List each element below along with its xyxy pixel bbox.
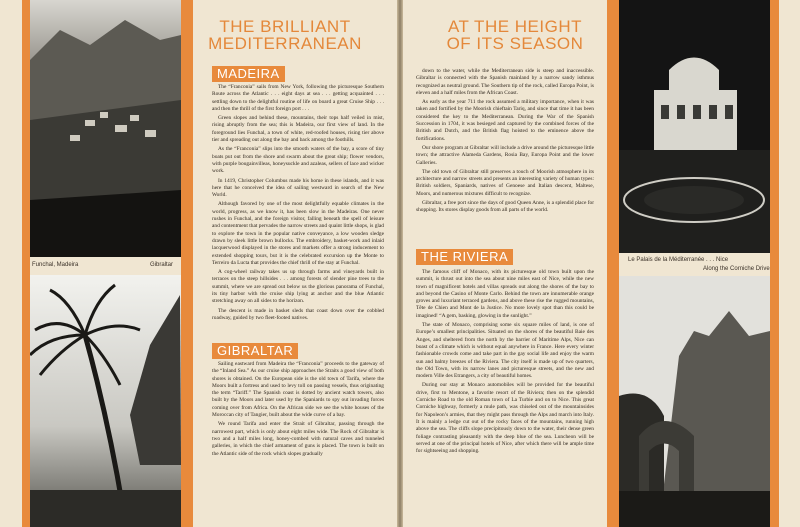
riviera-paragraph: The famous cliff of Monaco, with its picturesque old town built upon the summit, is thrust out into the sea about nine miles east of Nice, while the new town of magnificent hotels and villas spreads out along the shores of the bay to and beyond the Casino of Monte Carlo. Behind the town are innumerable orange groves and luxuriant terraced gardens, and above these rise the rugged mountains, Tête de Chien and Mont de la Justice. No more lovely spot than this could be imagined! “A gem, basking, glowing in the sunlight.” [416, 269, 594, 319]
left-title-line2: MEDITERRANEAN [208, 34, 362, 53]
madeira-paragraph: Although favored by one of the most delightfully equable climates in the world, progress, as we know it, has been slow in the Madeiras. One never rushes in Funchal, and the foreign visitor, falling beneath the spell of leisure and contentment that pervades the narrow streets and quaint little shops, is glad to explore the town in the popular native conveyance, a low wooden sledge drawn by sleek little brown bullocks. The embroidery, basket-work and inlaid lacquerwood displayed in the stores and markets offer a strong inducement to extended shopping tours, but it is the celebrated excursion up the Monte to Terreiro da Lucta that provides the chief thrill of the stay at Funchal. [212, 201, 384, 266]
right-title [430, 18, 600, 52]
gibraltar-cont-paragraph: Gibraltar, a free port since the days of good Queen Anne, is a splendid place for shopping. Its stores display goods from all parts of the world. [416, 200, 594, 214]
madeira-heading: MADEIRA [212, 66, 285, 82]
right-title-line2: OF ITS SEASON [446, 34, 584, 53]
right-title-line1: AT THE HEIGHT [447, 17, 583, 36]
madeira-paragraph: As the “Franconia” slips into the smooth waters of the bay, a score of tiny boats put out from the shore and swarm about the great ship; flower vendors, with purple bougainvilleas, honeysuckle and azaleas, sellers of lace and wicker work. [212, 146, 384, 175]
left-title-line1: THE BRILLIANT [219, 17, 351, 36]
nice-palace-photo [619, 0, 770, 253]
riviera-paragraph: During our stay at Monaco automobiles will be provided for the beautiful drive, first to Mentone, a favorite resort of the Riviera; then on the splendid Corniche Road to the old Roman town of La Turbie and on to Nice. This great Corniche highway, formerly a mule path, was chiseled out of the mountainsides for Napoleon’s armies, that they might pass through the Alps and march into Italy. It is mainly a ledge cut out of the rocky faces of the mountains, running high above the sea. The cliffs slope precipitously down to the water, their dense green foliage contrasting pleasantly with the deep blue of the sea. Luncheon will be served at one of the principal hotels of Nice, after which there will be ample time for sightseeing and shopping. [416, 382, 594, 455]
gibraltar-cont-paragraph: down to the water, while the Mediterranean side is steep and inaccessible. Gibraltar is connected with the Spanish mainland by a narrow sandy isthmus recognized as neutral ground. The Southern tip of the rock, called Europa Point, is eleven and a half miles from the African Coast. [416, 68, 594, 96]
gibraltar-paragraph: We round Tarifa and enter the Strait of Gibraltar, passing through the narrowest part, which is only about eight miles wide. The Rock of Gibraltar is two and a half miles long, honey-combed with natural caves and tunneled galleries, in which the chief armament of guns is placed. The town is built on the Atlantic side of the rock which slopes gradually [212, 421, 384, 457]
left-orange-band [22, 0, 30, 527]
madeira-paragraph: A cog-wheel railway takes us up through farms and vineyards built in terraces on the steep hillsides . . . among forests of slender pine trees to the summit, where we are spread out below us the glorious panorama of Funchal, its tiny harbor with the cruise ship lying at anchor and the blue Atlantic stretching away on all sides to the horizon. [212, 269, 384, 305]
nice-palace-image [619, 0, 770, 253]
funchal-photo-image [30, 0, 181, 257]
gibraltar-continued-column [416, 68, 594, 244]
riviera-column [416, 269, 594, 519]
left-title [200, 18, 370, 52]
madeira-paragraph: Green slopes and behind these, mountains, their tops half veiled in mist, rising abruptly from the sea; this is Madeira, our first view of land. In the foreground lies Funchal, a town of white, red-roofed houses, rising tier above tier and spreading out along the bay and back among the foothills. [212, 115, 384, 144]
gibraltar-palm-image [30, 275, 181, 527]
corniche-drive-photo [619, 276, 770, 527]
gibraltar-cont-paragraph: Our shore program at Gibraltar will include a drive around the picturesque little town; the attractive Alameda Gardens, Rosia Bay, Europa Point and the lower Galleries. [416, 144, 594, 166]
madeira-paragraph: The “Franconia” sails from New York, following the picturesque Southern Route across the Atlantic . . . eight days at sea . . . getting acquainted . . . settling down to the delightful routine of life on board a great Cruise Ship . . . and then the thrill of the first foreign port . . . [212, 84, 384, 112]
right-inner-orange-band [607, 0, 619, 527]
page-spine [397, 0, 403, 527]
gibraltar-palm-photo [30, 275, 181, 527]
caption-corniche: Along the Corniche Drive [703, 266, 770, 272]
riviera-paragraph: The state of Monaco, comprising some six square miles of land, is one of Europe’s smallest principalities. Situated on the shores of the beautiful Baie des Anges, and sheltered from the north by the barrier of Maritime Alps, Nice can boast of a climate which is without equal anywhere in France. Here every winter fashionable crowds come and take part in the gay social life and enjoy the warm sun and balmy breezes of the Riviera. The city itself is made up of two quarters, the Old Town, with its narrow lanes and picturesque streets, and the new and modern Ville des Etrangers, a city of beautiful homes. [416, 322, 594, 380]
gibraltar-cont-paragraph: As early as the year 711 the rock assumed a military importance, when it was taken and fortified by the Moorish chieftain Tariq, and since that time it has been considered the key to the Mediterranean. During the War of the Spanish Succession in 1704, it was besieged and captured by the combined forces of the British and Dutch, and the British flag hoisted to the eminence above the fortifications. [416, 99, 594, 142]
madeira-paragraph: In 1419, Christopher Columbus made his home in these islands, and it was here that he conceived the idea of sailing westward in search of the New World. [212, 177, 384, 199]
gibraltar-cont-paragraph: The old town of Gibraltar still preserves a touch of Moorish atmosphere in its architecture and narrow streets and presents an interesting variety of human types: British soldiers, Spaniards, natives of Genoese and Italian descent, Maltese, Moors, and numerous mixtures difficult to recognize. [416, 168, 594, 197]
riviera-heading: THE RIVIERA [416, 249, 513, 265]
caption-gibraltar: Gibraltar [150, 262, 174, 268]
funchal-photo [30, 0, 181, 257]
gibraltar-column [212, 361, 384, 521]
madeira-column [212, 84, 384, 334]
corniche-drive-image [619, 276, 770, 527]
gibraltar-heading: GIBRALTAR [212, 343, 298, 359]
left-inner-orange-band [181, 0, 193, 527]
caption-funchal: Funchal, Madeira [32, 262, 79, 268]
gibraltar-paragraph: Sailing eastward from Madeira the “Franconia” proceeds to the gateway of the “Inland Sea.” As our cruise ship approaches the Straits a good view of both shores is obtained. On the European side is the old town of Tarifa, where the Moors built a fortress and used to levy toll on passing vessels, thus originating the term “Tariff.” The Spanish coast is dotted by ancient watch towers, also built by the Moors and later used by the Spaniards to spy out invading forces coming over from Africa. On the African side we see the white houses of the Moroccan city of Tangier, built about the wide curve of a bay. [212, 361, 384, 419]
madeira-paragraph: The descent is made in basket sleds that coast down over the cobbled roadway, guided by two fleet-footed natives. [212, 307, 384, 321]
caption-nice-palace: Le Palais de la Méditerranée . . . Nice [628, 257, 729, 263]
right-orange-band [770, 0, 779, 527]
